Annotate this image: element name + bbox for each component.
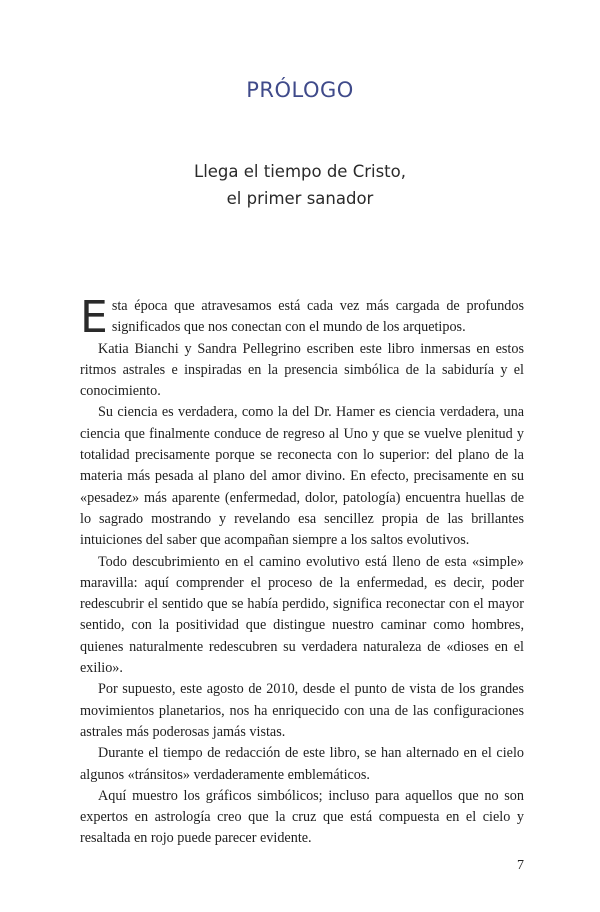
paragraph-4: Todo descubrimiento en el camino evolutivo está lleno de esta «simple» maravilla: aquí comprender el proceso de la enfermedad, es decir, poder redescubrir el sentido que se había perdido, significa reconectar con el mayor sentido, con la positividad que distingue nuestro caminar como hombres, quienes naturalmente redescubren su verdadera naturaleza de «dioses en el exilio». <box>80 553 524 677</box>
paragraph-5: Por supuesto, este agosto de 2010, desde el punto de vista de los grandes movimientos planetarios, nos ha enriquecido con una de las configuraciones astrales más poderosas jamás vistas. <box>80 681 524 740</box>
paragraph-6: Durante el tiempo de redacción de este libro, se han alternado en el cielo algunos «tránsitos» verdaderamente emblemáticos. <box>80 745 524 783</box>
paragraph-3: Su ciencia es verdadera, como la del Dr. Hamer es ciencia verdadera, una ciencia que finalmente conduce de regreso al Uno y que se vuelve plenitud y totalidad precisamente porque se reconecta con lo superior: del plano de la materia más pesada al plano del amor divino. En efecto, precisamente en su «pesadez» más aparente (enfermedad, dolor, patología) encuentra huellas de lo sagrado mostrando y revelando esa sencillez propia de las brillantes intuiciones del saber que acompañan siempre a los saltos evolutivos. <box>80 404 524 549</box>
page-number: 7 <box>517 858 524 873</box>
drop-cap: E <box>80 292 108 343</box>
body-text <box>80 292 524 850</box>
paragraph-7: Aquí muestro los gráficos simbólicos; incluso para aquellos que no son expertos en astrología creo que la cruz que está compuesta en el cielo y resaltada en rojo puede parecer evidente. <box>80 787 524 847</box>
subtitle-line-1: Llega el tiempo de Cristo, <box>194 162 406 181</box>
paragraph-2: Katia Bianchi y Sandra Pellegrino escriben este libro inmersas en estos ritmos astrales e inspiradas en la presencia simbólica de la sabiduría y el conocimiento. <box>80 340 524 400</box>
paragraph-1-text: sta época que atravesamos está cada vez más cargada de profundos significados que nos conectan con el mundo de los arquetipos. <box>111 298 524 336</box>
chapter-subtitle <box>0 158 600 212</box>
paragraph-1 <box>80 292 524 343</box>
chapter-title: PRÓLOGO <box>246 78 354 102</box>
subtitle-line-2: el primer sanador <box>226 189 374 208</box>
